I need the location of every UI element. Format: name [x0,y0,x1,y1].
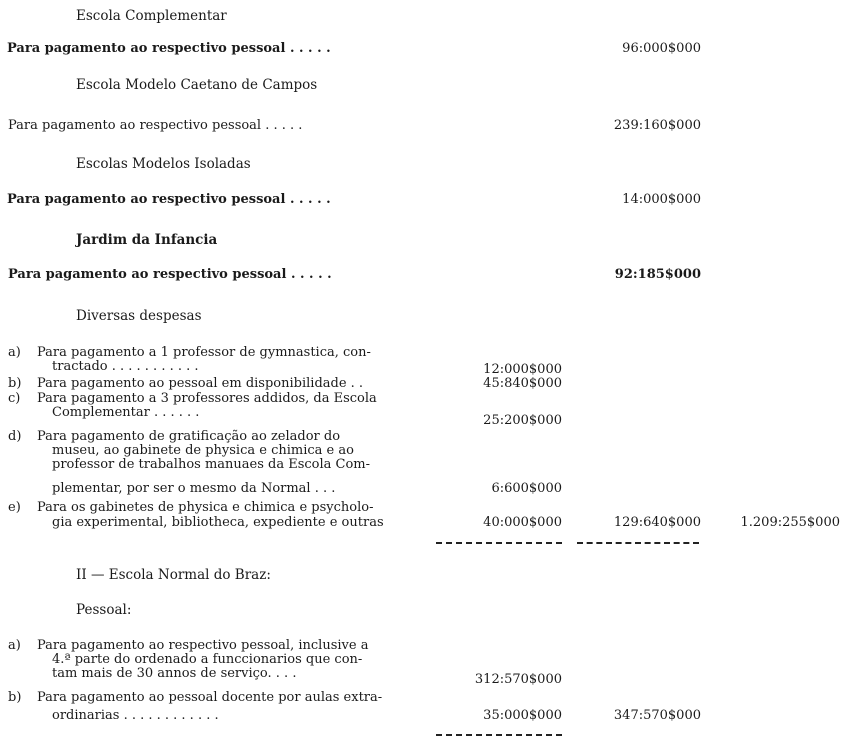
line-item-text: Para pagamento ao respectivo pessoal . . . . . [8,118,303,133]
item-letter: c) [8,391,21,406]
section-heading-escola-modelo: Escola Modelo Caetano de Campos [76,77,318,93]
item-letter: d) [8,429,22,444]
sum-rule [436,734,562,736]
line-item-value: 14:000$000 [622,192,701,207]
item-text-line: tractado . . . . . . . . . . . [52,359,199,374]
item-letter: a) [8,638,21,653]
item-text-line: professor de trabalhos manuaes da Escola Com- [52,457,371,472]
line-item-value: 239:160$000 [613,118,701,133]
sum-rule [436,542,562,544]
item-value: 35:000$000 [483,708,562,723]
section-heading-jardim-infancia: Jardim da Infancia [76,232,218,248]
item-value: 45:840$000 [483,376,562,391]
item-text-line: Para pagamento ao pessoal docente por aulas extra- [37,690,383,705]
item-letter: e) [8,500,21,515]
section-heading-escola-complementar: Escola Complementar [76,8,227,24]
section-heading-diversas-despesas: Diversas despesas [76,308,202,324]
line-item-text: Para pagamento ao respectivo pessoal . . . . . [7,41,331,56]
item-text-line: gia experimental, bibliotheca, expediente e outras [52,515,384,530]
line-item-value: 96:000$000 [622,41,701,56]
line-item-text: Para pagamento ao respectivo pessoal . . . . . [7,192,331,207]
item-text-line: Para pagamento a 3 professores addidos, da Escola [37,391,377,406]
item-text-line: 4.ª parte do ordenado a funccionarios que con- [52,652,363,667]
line-item-value: 92:185$000 [614,267,701,282]
item-text-line: Para pagamento ao respectivo pessoal, inclusive a [37,638,369,653]
sum-rule [577,542,699,544]
item-text-line: museu, ao gabinete de physica e chimica e ao [52,443,354,458]
subheading-pessoal: Pessoal: [76,602,132,618]
subtotal-value: 347:570$000 [613,708,701,723]
item-letter: a) [8,345,21,360]
subtotal-value: 129:640$000 [613,515,701,530]
item-letter: b) [8,376,22,391]
item-value: 25:200$000 [483,413,562,428]
section-heading-escolas-isoladas: Escolas Modelos Isoladas [76,156,251,172]
item-text-line: Complementar . . . . . . [52,405,200,420]
item-text-line: tam mais de 30 annos de serviço. . . . [52,666,297,681]
item-text-line: ordinarias . . . . . . . . . . . . [52,708,219,723]
item-value: 312:570$000 [474,672,562,687]
item-value: 40:000$000 [483,515,562,530]
item-value: 12:000$000 [483,362,562,377]
item-letter: b) [8,690,22,705]
item-value: 6:600$000 [491,481,562,496]
item-text-line: Para pagamento de gratificação ao zelador do [37,429,341,444]
item-text-line: plementar, por ser o mesmo da Normal . . . [52,481,336,496]
section-heading-escola-normal-braz: II — Escola Normal do Braz: [76,567,271,583]
item-text-line: Para os gabinetes de physica e chimica e psycholo- [37,500,374,515]
item-text-line: Para pagamento a 1 professor de gymnastica, con- [37,345,371,360]
grand-total-value: 1.209:255$000 [740,515,840,530]
line-item-text: Para pagamento ao respectivo pessoal . . . . . [8,267,332,282]
item-text-line: Para pagamento ao pessoal em disponibilidade . . [37,376,364,391]
